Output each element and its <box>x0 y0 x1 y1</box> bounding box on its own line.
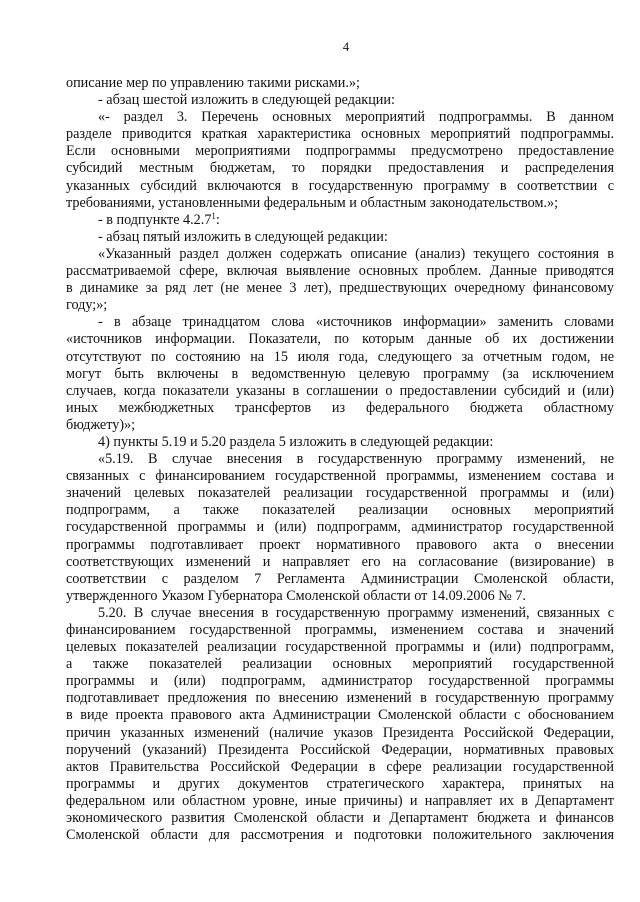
text-line-content: финансированием государственной программы, изменением состава и значений <box>66 622 614 638</box>
text-line-content: рассматриваемой сфере, включая выявление основных проблем. Данные приводятся <box>66 263 614 280</box>
text-line <box>66 690 614 707</box>
text-line-content: программы и (или) подпрограмм, администратор государственной программы <box>66 673 614 690</box>
text-line <box>66 126 614 143</box>
text-line <box>66 349 614 366</box>
text-line-content: субсидий местным бюджетам, то порядки предоставления и распределения <box>66 160 614 177</box>
text-line-content: а также показателей реализации основных мероприятий государственной <box>66 656 614 673</box>
text-line <box>66 246 614 263</box>
text-line-content: могут быть включены в ведомственную целевую программу (за исключением <box>66 365 614 382</box>
text-line <box>66 827 614 844</box>
text-line <box>66 229 614 246</box>
text-line-content: Смоленской области для рассмотрения и подготовки положительного заключения <box>66 827 614 844</box>
text-line-content: иных межбюджетных трансфертов из федерального бюджета областному <box>66 399 614 416</box>
text-line-content: актов Правительства Российской Федерации в сфере реализации государственной <box>66 758 614 775</box>
text-line-content: году;»; <box>66 297 108 314</box>
text-line-content: соответствии с разделом 7 Регламента Администрации Смоленской области, <box>66 570 614 587</box>
text-line-content: 4) пункты 5.19 и 5.20 раздела 5 изложить в следующей редакции: <box>98 433 494 450</box>
text-line-content: поручений (указаний) Президента Российской Федерации, нормативных правовых <box>66 741 614 758</box>
text-line-content: экономического развития Смоленской области и Департамент бюджета и финансов <box>66 810 614 827</box>
text-line-content: утвержденного Указом Губернатора Смоленской области от 14.09.2006 № 7. <box>66 587 526 604</box>
text-line <box>66 92 614 109</box>
text-line <box>66 537 614 554</box>
text-line <box>66 366 614 383</box>
text-line-content: - абзац пятый изложить в следующей редакции: <box>98 228 388 245</box>
text-line <box>66 793 614 810</box>
text-line-tail: : <box>215 211 220 228</box>
text-line-content: причин указанных изменений (наличие указов Президента Российской Федерации, <box>66 724 614 741</box>
text-line-content: подготавливает предложения по внесению изменений в государственную программу <box>66 690 614 707</box>
text-line <box>66 707 614 724</box>
text-line-content: требованиями, установленными федеральным и областным законодательством.»; <box>66 194 559 211</box>
text-line <box>66 673 614 690</box>
text-line-content: отсутствуют по состоянию на 15 июля года, следующего за отчетным годом, не <box>66 348 614 365</box>
text-line <box>66 810 614 827</box>
text-line <box>66 519 614 536</box>
text-line-content: в виде проекта правового акта Администрации Смоленской области с обоснованием <box>66 707 614 724</box>
text-line <box>66 297 614 314</box>
text-line <box>66 656 614 673</box>
text-line-content: в динамике за ряд лет (не менее 3 лет), предшествующих очередному финансовому <box>66 280 614 297</box>
text-line <box>66 468 614 485</box>
text-line-content: программы подготавливает проект нормативного правового акта о внесении <box>66 536 614 553</box>
text-line-content: федеральном или областном уровне, иные причины) и направляет их в Департамент <box>66 792 614 809</box>
text-line-content: соответствующих изменений и направляет его на согласование (визирование) в <box>66 553 614 570</box>
text-line <box>66 554 614 571</box>
text-line <box>66 759 614 776</box>
text-line-content: «- раздел 3. Перечень основных мероприятий подпрограммы. В данном <box>98 109 614 126</box>
text-line <box>66 212 614 229</box>
superscript: 1 <box>211 210 216 221</box>
text-line-content: указанных субсидий включаются в государственную программу в соответствии с <box>66 177 614 194</box>
text-line-content: связанных с финансированием государственной программы, изменением состава и <box>66 468 614 485</box>
text-line <box>66 639 614 656</box>
text-line <box>66 400 614 417</box>
text-line-content: Если основными мероприятиями подпрограммы предусмотрено предоставление <box>66 143 614 160</box>
text-line <box>66 75 614 92</box>
text-line-content: «Указанный раздел должен содержать описание (анализ) текущего состояния в <box>98 245 614 262</box>
text-line-content: разделе приводится краткая характеристика основных мероприятий подпрограммы. <box>66 126 614 143</box>
text-line <box>66 485 614 502</box>
text-line <box>66 502 614 519</box>
text-line-content: описание мер по управлению такими рисками.»; <box>66 75 360 91</box>
text-line <box>66 451 614 468</box>
text-line <box>66 776 614 793</box>
text-line <box>66 143 614 160</box>
page-number: 4 <box>342 40 350 54</box>
text-line <box>66 571 614 588</box>
text-line <box>66 331 614 348</box>
text-line-content: «5.19. В случае внесения в государственную программу изменений, не <box>98 451 614 468</box>
text-line <box>66 178 614 195</box>
text-line <box>66 417 614 434</box>
text-line <box>66 109 614 126</box>
text-line-content: государственной программы и (или) подпрограмм, администратор государственной <box>66 519 614 536</box>
text-line <box>66 434 614 451</box>
text-line <box>66 263 614 280</box>
text-line <box>66 605 614 622</box>
text-line-content: 5.20. В случае внесения в государственную программу изменений, связанных с <box>98 604 614 621</box>
text-line <box>66 725 614 742</box>
document-body <box>66 75 614 844</box>
text-line <box>66 383 614 400</box>
text-line-content: программы и других документов стратегического характера, принятых на <box>66 775 614 792</box>
text-line-content: - в абзаце тринадцатом слова «источников информации» заменить словами <box>98 314 614 331</box>
text-line-content: целевых показателей реализации государственной программы и (или) подпрограмм, <box>66 639 614 656</box>
text-line-content: - в подпункте 4.2.7 <box>98 211 212 228</box>
text-line-content: случаев, когда показатели указаны в соглашении о предоставлении субсидий и (или) <box>66 382 614 399</box>
text-line-content: подпрограмм, а также показателей реализации основных мероприятий <box>66 502 614 519</box>
text-line <box>66 742 614 759</box>
text-line-content: значений целевых показателей реализации государственной программы и (или) <box>66 485 614 502</box>
text-line <box>66 314 614 331</box>
text-line <box>66 195 614 212</box>
text-line-content: бюджету)»; <box>66 416 136 433</box>
text-line <box>66 622 614 639</box>
text-line <box>66 588 614 605</box>
text-line <box>66 280 614 297</box>
text-line-content: - абзац шестой изложить в следующей редакции: <box>98 92 395 109</box>
text-line <box>66 160 614 177</box>
text-line-content: «источников информации. Показатели, по которым данные об их достижении <box>66 331 614 348</box>
